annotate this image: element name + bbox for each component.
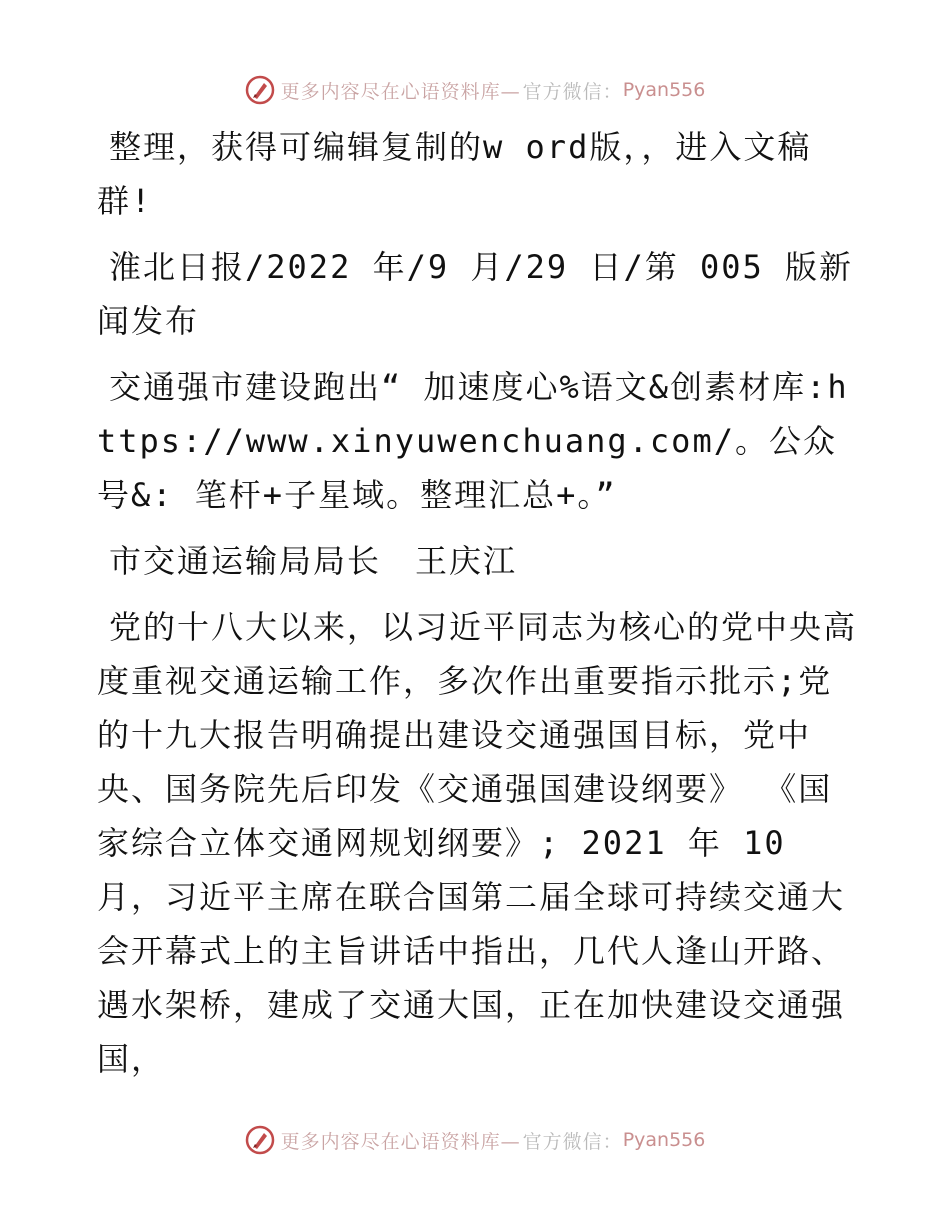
paragraph-source: 淮北日报/2022 年/9 月/29 日/第 005 版新闻发布 xyxy=(97,248,854,340)
pen-nib-icon xyxy=(245,75,275,105)
watermark-wechat-id: Pyan556 xyxy=(622,79,706,101)
watermark-wechat-label: 官方微信： xyxy=(522,80,623,103)
watermark-text: 更多内容尽在心语资料库— xyxy=(280,80,521,103)
watermark-header xyxy=(0,70,950,110)
watermark-wechat-id: Pyan556 xyxy=(622,1129,706,1151)
paragraph-body: 党的十八大以来，以习近平同志为核心的党中央高度重视交通运输工作，多次作出重要指示批示;党的十九大报告明确提出建设交通强国目标，党中央、国务院先后印发《交通强国建设纲要》 《国家综合立体交通网规划纲要》; 2021 年 10 月，习近平主席在联合国第二届全球可持续交通大会开幕式上的主旨讲话中指出，几代人逢山开路、遇水架桥，建成了交通大国，正在加快建设交通强国， xyxy=(97,608,858,1078)
paragraph-author: 市交通运输局局长 王庆江 xyxy=(109,542,518,580)
pen-nib-icon xyxy=(245,1125,275,1155)
watermark-text: 更多内容尽在心语资料库— xyxy=(280,1130,521,1153)
paragraph-title: 交通强市建设跑出“ 加速度心%语文&创素材库:https://www.xinyuwenchuang.com/。公众号&: 笔杆+子星域。整理汇总+。” xyxy=(97,368,849,514)
watermark-footer xyxy=(0,1120,950,1160)
document-body xyxy=(97,120,857,1086)
watermark-wechat-label: 官方微信： xyxy=(522,1130,623,1153)
paragraph-intro: 整理，获得可编辑复制的w ord版，，进入文稿群! xyxy=(97,128,812,220)
